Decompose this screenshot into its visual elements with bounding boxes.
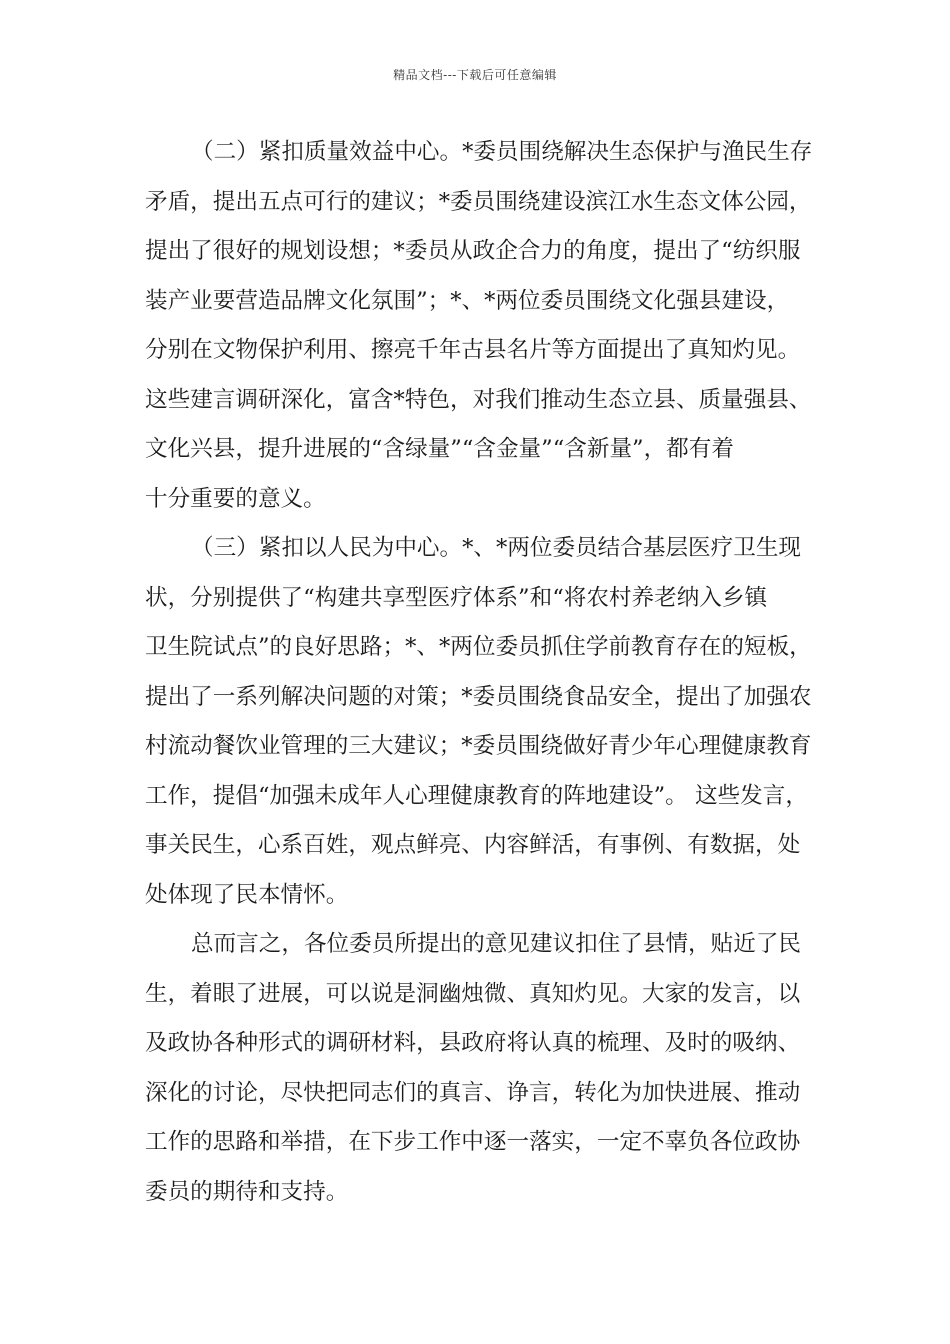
paragraph-line: 工作的思路和举措，在下步工作中逐一落实，一定不辜负各位政协 bbox=[145, 1129, 801, 1155]
paragraph-line: 文化兴县，提升进展的“含绿量”“含金量”“含新量”，都有着 bbox=[145, 436, 734, 462]
document-body bbox=[145, 128, 825, 1217]
paragraph-line: 状，分别提供了“构建共享型医疗体系”和“将农村养老纳入乡镇 bbox=[145, 584, 768, 611]
paragraph-line: 事关民生，心系百姓，观点鲜亮、内容鲜活，有事例、有数据，处 bbox=[145, 832, 801, 858]
paragraph-line: 总而言之，各位委员所提出的意见建议扣住了县情，贴近了民 bbox=[191, 931, 802, 957]
paragraph-line: 卫生院试点”的良好思路；*、*两位委员抓住学前教育存在的短板， bbox=[145, 634, 812, 660]
paragraph-line: 委员的期待和支持。 bbox=[145, 1178, 349, 1205]
page-header: 精品文档---下载后可任意编辑 bbox=[393, 68, 557, 82]
paragraph-line: （三）紧扣以人民为中心。*、*两位委员结合基层医疗卫生现 bbox=[191, 535, 802, 561]
paragraph-quality-efficiency bbox=[145, 128, 825, 524]
paragraph-line: 十分重要的意义。 bbox=[145, 485, 326, 512]
paragraph-line: 提出了一系列解决问题的对策；*委员围绕食品安全，提出了加强农 bbox=[145, 683, 812, 710]
paragraph-line: 村流动餐饮业管理的三大建议；*委员围绕做好青少年心理健康教育 bbox=[145, 733, 812, 759]
paragraph-line: 深化的讨论，尽快把同志们的真言、诤言，转化为加快进展、推动 bbox=[145, 1079, 801, 1106]
paragraph-line: 提出了很好的规划设想；*委员从政企合力的角度，提出了“纺织服 bbox=[145, 238, 801, 264]
paragraph-summary bbox=[145, 920, 825, 1217]
paragraph-line: 分别在文物保护利用、擦亮千年古县名片等方面提出了真知灼见。 bbox=[145, 337, 801, 363]
paragraph-line: 处体现了民本情怀。 bbox=[145, 881, 349, 908]
paragraph-people-centered bbox=[145, 524, 825, 920]
paragraph-line: （二）紧扣质量效益中心。*委员围绕解决生态保护与渔民生存 bbox=[191, 139, 813, 165]
paragraph-line: 工作，提倡“加强未成年人心理健康教育的阵地建设”。 这些发言， bbox=[145, 782, 808, 809]
paragraph-line: 矛盾，提出五点可行的建议；*委员围绕建设滨江水生态文体公园， bbox=[145, 188, 812, 215]
paragraph-line: 装产业要营造品牌文化氛围”；*、*两位委员围绕文化强县建设， bbox=[145, 287, 790, 314]
paragraph-line: 及政协各种形式的调研材料，县政府将认真的梳理、及时的吸纳、 bbox=[145, 1030, 801, 1056]
paragraph-line: 生，着眼了进展，可以说是洞幽烛微、真知灼见。大家的发言，以 bbox=[145, 980, 801, 1007]
paragraph-line: 这些建言调研深化，富含*特色，对我们推动生态立县、质量强县、 bbox=[145, 386, 812, 413]
